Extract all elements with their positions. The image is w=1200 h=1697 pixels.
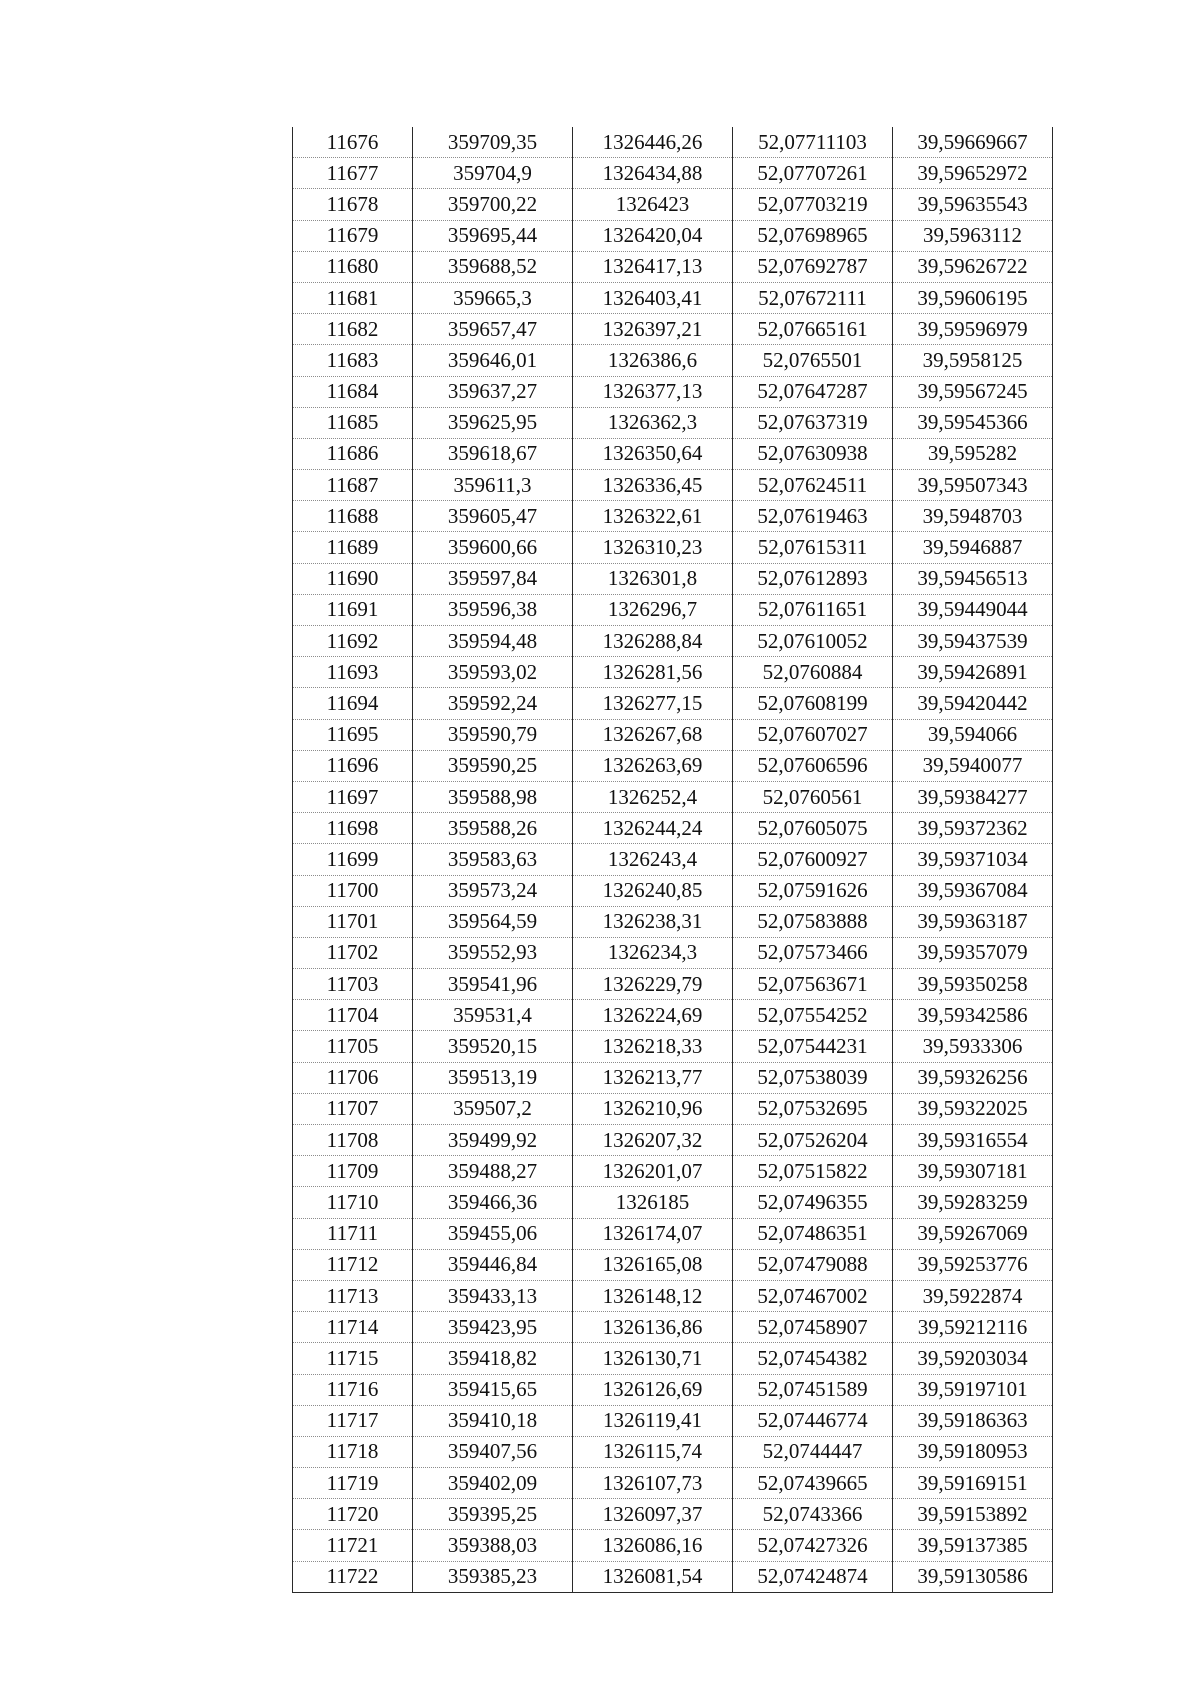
longitude-cell: 39,59186363	[893, 1405, 1053, 1436]
x-coordinate-cell: 359618,67	[413, 438, 573, 469]
latitude-cell: 52,07454382	[733, 1343, 893, 1374]
latitude-cell: 52,07496355	[733, 1187, 893, 1218]
table-row	[293, 407, 1053, 438]
y-coordinate-cell: 1326086,16	[573, 1530, 733, 1561]
latitude-cell: 52,07605075	[733, 813, 893, 844]
table-row	[293, 1530, 1053, 1561]
longitude-cell: 39,59322025	[893, 1093, 1053, 1124]
table-row	[293, 1374, 1053, 1405]
x-coordinate-cell: 359593,02	[413, 657, 573, 688]
longitude-cell: 39,59626722	[893, 251, 1053, 282]
x-coordinate-cell: 359588,26	[413, 813, 573, 844]
table-row	[293, 532, 1053, 563]
point-number-cell: 11698	[293, 813, 413, 844]
x-coordinate-cell: 359637,27	[413, 376, 573, 407]
longitude-cell: 39,59426891	[893, 657, 1053, 688]
point-number-cell: 11688	[293, 501, 413, 532]
x-coordinate-cell: 359700,22	[413, 189, 573, 220]
table-row	[293, 1280, 1053, 1311]
longitude-cell: 39,59596979	[893, 314, 1053, 345]
point-number-cell: 11710	[293, 1187, 413, 1218]
longitude-cell: 39,5948703	[893, 501, 1053, 532]
longitude-cell: 39,59363187	[893, 906, 1053, 937]
y-coordinate-cell: 1326126,69	[573, 1374, 733, 1405]
latitude-cell: 52,0743366	[733, 1499, 893, 1530]
table-row	[293, 1468, 1053, 1499]
y-coordinate-cell: 1326446,26	[573, 127, 733, 158]
point-number-cell: 11696	[293, 750, 413, 781]
table-row	[293, 719, 1053, 750]
x-coordinate-cell: 359531,4	[413, 1000, 573, 1031]
table-row	[293, 345, 1053, 376]
longitude-cell: 39,59437539	[893, 626, 1053, 657]
longitude-cell: 39,59169151	[893, 1468, 1053, 1499]
y-coordinate-cell: 1326115,74	[573, 1436, 733, 1467]
latitude-cell: 52,07630938	[733, 438, 893, 469]
point-number-cell: 11691	[293, 594, 413, 625]
longitude-cell: 39,59449044	[893, 594, 1053, 625]
point-number-cell: 11717	[293, 1405, 413, 1436]
x-coordinate-cell: 359455,06	[413, 1218, 573, 1249]
y-coordinate-cell: 1326201,07	[573, 1156, 733, 1187]
x-coordinate-cell: 359596,38	[413, 594, 573, 625]
x-coordinate-cell: 359385,23	[413, 1561, 573, 1592]
latitude-cell: 52,0760561	[733, 781, 893, 812]
x-coordinate-cell: 359583,63	[413, 844, 573, 875]
longitude-cell: 39,59203034	[893, 1343, 1053, 1374]
point-number-cell: 11695	[293, 719, 413, 750]
longitude-cell: 39,5958125	[893, 345, 1053, 376]
x-coordinate-cell: 359657,47	[413, 314, 573, 345]
y-coordinate-cell: 1326350,64	[573, 438, 733, 469]
y-coordinate-cell: 1326218,33	[573, 1031, 733, 1062]
latitude-cell: 52,07526204	[733, 1125, 893, 1156]
y-coordinate-cell: 1326148,12	[573, 1280, 733, 1311]
table-row	[293, 1249, 1053, 1280]
longitude-cell: 39,59316554	[893, 1125, 1053, 1156]
x-coordinate-cell: 359407,56	[413, 1436, 573, 1467]
y-coordinate-cell: 1326377,13	[573, 376, 733, 407]
point-number-cell: 11690	[293, 563, 413, 594]
latitude-cell: 52,07458907	[733, 1312, 893, 1343]
x-coordinate-cell: 359395,25	[413, 1499, 573, 1530]
latitude-cell: 52,07451589	[733, 1374, 893, 1405]
point-number-cell: 11716	[293, 1374, 413, 1405]
y-coordinate-cell: 1326243,4	[573, 844, 733, 875]
longitude-cell: 39,59307181	[893, 1156, 1053, 1187]
table-row	[293, 438, 1053, 469]
point-number-cell: 11705	[293, 1031, 413, 1062]
table-row	[293, 1093, 1053, 1124]
latitude-cell: 52,07703219	[733, 189, 893, 220]
y-coordinate-cell: 1326362,3	[573, 407, 733, 438]
x-coordinate-cell: 359590,79	[413, 719, 573, 750]
point-number-cell: 11677	[293, 158, 413, 189]
longitude-cell: 39,59350258	[893, 969, 1053, 1000]
point-number-cell: 11706	[293, 1062, 413, 1093]
point-number-cell: 11703	[293, 969, 413, 1000]
longitude-cell: 39,59130586	[893, 1561, 1053, 1592]
longitude-cell: 39,59153892	[893, 1499, 1053, 1530]
latitude-cell: 52,07707261	[733, 158, 893, 189]
longitude-cell: 39,59545366	[893, 407, 1053, 438]
x-coordinate-cell: 359499,92	[413, 1125, 573, 1156]
y-coordinate-cell: 1326174,07	[573, 1218, 733, 1249]
x-coordinate-cell: 359625,95	[413, 407, 573, 438]
longitude-cell: 39,5963112	[893, 220, 1053, 251]
table-row	[293, 251, 1053, 282]
longitude-cell: 39,59507343	[893, 470, 1053, 501]
y-coordinate-cell: 1326403,41	[573, 282, 733, 313]
point-number-cell: 11709	[293, 1156, 413, 1187]
longitude-cell: 39,59372362	[893, 813, 1053, 844]
table-row	[293, 501, 1053, 532]
latitude-cell: 52,07607027	[733, 719, 893, 750]
table-row	[293, 470, 1053, 501]
point-number-cell: 11702	[293, 937, 413, 968]
point-number-cell: 11679	[293, 220, 413, 251]
y-coordinate-cell: 1326107,73	[573, 1468, 733, 1499]
x-coordinate-cell: 359423,95	[413, 1312, 573, 1343]
y-coordinate-cell: 1326224,69	[573, 1000, 733, 1031]
longitude-cell: 39,59567245	[893, 376, 1053, 407]
y-coordinate-cell: 1326238,31	[573, 906, 733, 937]
y-coordinate-cell: 1326130,71	[573, 1343, 733, 1374]
point-number-cell: 11707	[293, 1093, 413, 1124]
longitude-cell: 39,59420442	[893, 688, 1053, 719]
latitude-cell: 52,07554252	[733, 1000, 893, 1031]
table-row	[293, 127, 1053, 158]
x-coordinate-cell: 359709,35	[413, 127, 573, 158]
x-coordinate-cell: 359418,82	[413, 1343, 573, 1374]
table-row	[293, 1156, 1053, 1187]
table-row	[293, 1125, 1053, 1156]
point-number-cell: 11693	[293, 657, 413, 688]
x-coordinate-cell: 359646,01	[413, 345, 573, 376]
table-row	[293, 969, 1053, 1000]
x-coordinate-cell: 359592,24	[413, 688, 573, 719]
latitude-cell: 52,07612893	[733, 563, 893, 594]
point-number-cell: 11708	[293, 1125, 413, 1156]
x-coordinate-cell: 359605,47	[413, 501, 573, 532]
point-number-cell: 11678	[293, 189, 413, 220]
point-number-cell: 11694	[293, 688, 413, 719]
table-row	[293, 813, 1053, 844]
y-coordinate-cell: 1326322,61	[573, 501, 733, 532]
table-row	[293, 314, 1053, 345]
longitude-cell: 39,59283259	[893, 1187, 1053, 1218]
x-coordinate-cell: 359594,48	[413, 626, 573, 657]
x-coordinate-cell: 359704,9	[413, 158, 573, 189]
x-coordinate-cell: 359433,13	[413, 1280, 573, 1311]
table-row	[293, 1218, 1053, 1249]
table-row	[293, 189, 1053, 220]
x-coordinate-cell: 359410,18	[413, 1405, 573, 1436]
table-row	[293, 750, 1053, 781]
latitude-cell: 52,07637319	[733, 407, 893, 438]
point-number-cell: 11718	[293, 1436, 413, 1467]
latitude-cell: 52,07608199	[733, 688, 893, 719]
table-row	[293, 376, 1053, 407]
latitude-cell: 52,0744447	[733, 1436, 893, 1467]
y-coordinate-cell: 1326097,37	[573, 1499, 733, 1530]
x-coordinate-cell: 359695,44	[413, 220, 573, 251]
latitude-cell: 52,07532695	[733, 1093, 893, 1124]
y-coordinate-cell: 1326310,23	[573, 532, 733, 563]
x-coordinate-cell: 359513,19	[413, 1062, 573, 1093]
latitude-cell: 52,07563671	[733, 969, 893, 1000]
y-coordinate-cell: 1326267,68	[573, 719, 733, 750]
point-number-cell: 11687	[293, 470, 413, 501]
longitude-cell: 39,59635543	[893, 189, 1053, 220]
table-row	[293, 1405, 1053, 1436]
longitude-cell: 39,59367084	[893, 875, 1053, 906]
latitude-cell: 52,07672111	[733, 282, 893, 313]
latitude-cell: 52,07583888	[733, 906, 893, 937]
table-row	[293, 1187, 1053, 1218]
latitude-cell: 52,07615311	[733, 532, 893, 563]
longitude-cell: 39,59197101	[893, 1374, 1053, 1405]
table-row	[293, 158, 1053, 189]
x-coordinate-cell: 359446,84	[413, 1249, 573, 1280]
longitude-cell: 39,59137385	[893, 1530, 1053, 1561]
y-coordinate-cell: 1326244,24	[573, 813, 733, 844]
x-coordinate-cell: 359573,24	[413, 875, 573, 906]
y-coordinate-cell: 1326420,04	[573, 220, 733, 251]
latitude-cell: 52,07515822	[733, 1156, 893, 1187]
point-number-cell: 11681	[293, 282, 413, 313]
x-coordinate-cell: 359564,59	[413, 906, 573, 937]
y-coordinate-cell: 1326281,56	[573, 657, 733, 688]
point-number-cell: 11686	[293, 438, 413, 469]
x-coordinate-cell: 359590,25	[413, 750, 573, 781]
point-number-cell: 11714	[293, 1312, 413, 1343]
y-coordinate-cell: 1326210,96	[573, 1093, 733, 1124]
table-row	[293, 875, 1053, 906]
table-row	[293, 844, 1053, 875]
y-coordinate-cell: 1326252,4	[573, 781, 733, 812]
latitude-cell: 52,07619463	[733, 501, 893, 532]
longitude-cell: 39,59384277	[893, 781, 1053, 812]
table-row	[293, 1561, 1053, 1592]
point-number-cell: 11715	[293, 1343, 413, 1374]
point-number-cell: 11721	[293, 1530, 413, 1561]
point-number-cell: 11701	[293, 906, 413, 937]
x-coordinate-cell: 359488,27	[413, 1156, 573, 1187]
latitude-cell: 52,07479088	[733, 1249, 893, 1280]
y-coordinate-cell: 1326234,3	[573, 937, 733, 968]
y-coordinate-cell: 1326207,32	[573, 1125, 733, 1156]
point-number-cell: 11680	[293, 251, 413, 282]
table-row	[293, 906, 1053, 937]
longitude-cell: 39,59326256	[893, 1062, 1053, 1093]
longitude-cell: 39,59357079	[893, 937, 1053, 968]
point-number-cell: 11692	[293, 626, 413, 657]
y-coordinate-cell: 1326434,88	[573, 158, 733, 189]
longitude-cell: 39,59669667	[893, 127, 1053, 158]
latitude-cell: 52,0765501	[733, 345, 893, 376]
latitude-cell: 52,07467002	[733, 1280, 893, 1311]
y-coordinate-cell: 1326213,77	[573, 1062, 733, 1093]
table-row	[293, 1499, 1053, 1530]
x-coordinate-cell: 359541,96	[413, 969, 573, 1000]
longitude-cell: 39,59212116	[893, 1312, 1053, 1343]
longitude-cell: 39,59652972	[893, 158, 1053, 189]
table-row	[293, 563, 1053, 594]
y-coordinate-cell: 1326240,85	[573, 875, 733, 906]
latitude-cell: 52,07600927	[733, 844, 893, 875]
latitude-cell: 52,07439665	[733, 1468, 893, 1499]
x-coordinate-cell: 359466,36	[413, 1187, 573, 1218]
point-number-cell: 11712	[293, 1249, 413, 1280]
latitude-cell: 52,07665161	[733, 314, 893, 345]
point-number-cell: 11689	[293, 532, 413, 563]
y-coordinate-cell: 1326277,15	[573, 688, 733, 719]
x-coordinate-cell: 359611,3	[413, 470, 573, 501]
longitude-cell: 39,5922874	[893, 1280, 1053, 1311]
table-row	[293, 1031, 1053, 1062]
point-number-cell: 11685	[293, 407, 413, 438]
table-row	[293, 688, 1053, 719]
y-coordinate-cell: 1326081,54	[573, 1561, 733, 1592]
longitude-cell: 39,59180953	[893, 1436, 1053, 1467]
latitude-cell: 52,07486351	[733, 1218, 893, 1249]
y-coordinate-cell: 1326136,86	[573, 1312, 733, 1343]
latitude-cell: 52,07624511	[733, 470, 893, 501]
table-row	[293, 282, 1053, 313]
latitude-cell: 52,07591626	[733, 875, 893, 906]
table-row	[293, 220, 1053, 251]
y-coordinate-cell: 1326336,45	[573, 470, 733, 501]
x-coordinate-cell: 359520,15	[413, 1031, 573, 1062]
point-number-cell: 11697	[293, 781, 413, 812]
point-number-cell: 11711	[293, 1218, 413, 1249]
x-coordinate-cell: 359552,93	[413, 937, 573, 968]
point-number-cell: 11676	[293, 127, 413, 158]
latitude-cell: 52,07698965	[733, 220, 893, 251]
x-coordinate-cell: 359588,98	[413, 781, 573, 812]
longitude-cell: 39,5940077	[893, 750, 1053, 781]
x-coordinate-cell: 359665,3	[413, 282, 573, 313]
y-coordinate-cell: 1326301,8	[573, 563, 733, 594]
point-number-cell: 11699	[293, 844, 413, 875]
y-coordinate-cell: 1326288,84	[573, 626, 733, 657]
longitude-cell: 39,59371034	[893, 844, 1053, 875]
longitude-cell: 39,595282	[893, 438, 1053, 469]
coordinates-table	[292, 127, 1053, 1593]
longitude-cell: 39,5933306	[893, 1031, 1053, 1062]
latitude-cell: 52,07544231	[733, 1031, 893, 1062]
latitude-cell: 52,07611651	[733, 594, 893, 625]
longitude-cell: 39,594066	[893, 719, 1053, 750]
point-number-cell: 11683	[293, 345, 413, 376]
table-row	[293, 657, 1053, 688]
y-coordinate-cell: 1326417,13	[573, 251, 733, 282]
x-coordinate-cell: 359600,66	[413, 532, 573, 563]
table-row	[293, 594, 1053, 625]
y-coordinate-cell: 1326119,41	[573, 1405, 733, 1436]
longitude-cell: 39,59267069	[893, 1218, 1053, 1249]
latitude-cell: 52,07606596	[733, 750, 893, 781]
longitude-cell: 39,59342586	[893, 1000, 1053, 1031]
latitude-cell: 52,07711103	[733, 127, 893, 158]
x-coordinate-cell: 359415,65	[413, 1374, 573, 1405]
y-coordinate-cell: 1326423	[573, 189, 733, 220]
y-coordinate-cell: 1326263,69	[573, 750, 733, 781]
latitude-cell: 52,07692787	[733, 251, 893, 282]
table-row	[293, 626, 1053, 657]
longitude-cell: 39,5946887	[893, 532, 1053, 563]
y-coordinate-cell: 1326229,79	[573, 969, 733, 1000]
point-number-cell: 11704	[293, 1000, 413, 1031]
longitude-cell: 39,59456513	[893, 563, 1053, 594]
y-coordinate-cell: 1326397,21	[573, 314, 733, 345]
y-coordinate-cell: 1326296,7	[573, 594, 733, 625]
latitude-cell: 52,07427326	[733, 1530, 893, 1561]
table-row	[293, 781, 1053, 812]
y-coordinate-cell: 1326165,08	[573, 1249, 733, 1280]
y-coordinate-cell: 1326185	[573, 1187, 733, 1218]
latitude-cell: 52,07573466	[733, 937, 893, 968]
longitude-cell: 39,59606195	[893, 282, 1053, 313]
longitude-cell: 39,59253776	[893, 1249, 1053, 1280]
table-row	[293, 1000, 1053, 1031]
x-coordinate-cell: 359688,52	[413, 251, 573, 282]
y-coordinate-cell: 1326386,6	[573, 345, 733, 376]
point-number-cell: 11682	[293, 314, 413, 345]
x-coordinate-cell: 359507,2	[413, 1093, 573, 1124]
point-number-cell: 11722	[293, 1561, 413, 1592]
latitude-cell: 52,07610052	[733, 626, 893, 657]
latitude-cell: 52,07424874	[733, 1561, 893, 1592]
table-row	[293, 1062, 1053, 1093]
table-row	[293, 1312, 1053, 1343]
table-row	[293, 937, 1053, 968]
point-number-cell: 11684	[293, 376, 413, 407]
table-row	[293, 1343, 1053, 1374]
x-coordinate-cell: 359597,84	[413, 563, 573, 594]
latitude-cell: 52,0760884	[733, 657, 893, 688]
latitude-cell: 52,07446774	[733, 1405, 893, 1436]
table-row	[293, 1436, 1053, 1467]
point-number-cell: 11720	[293, 1499, 413, 1530]
point-number-cell: 11719	[293, 1468, 413, 1499]
x-coordinate-cell: 359388,03	[413, 1530, 573, 1561]
latitude-cell: 52,07647287	[733, 376, 893, 407]
point-number-cell: 11700	[293, 875, 413, 906]
point-number-cell: 11713	[293, 1280, 413, 1311]
x-coordinate-cell: 359402,09	[413, 1468, 573, 1499]
latitude-cell: 52,07538039	[733, 1062, 893, 1093]
coordinates-table-body	[293, 127, 1053, 1592]
